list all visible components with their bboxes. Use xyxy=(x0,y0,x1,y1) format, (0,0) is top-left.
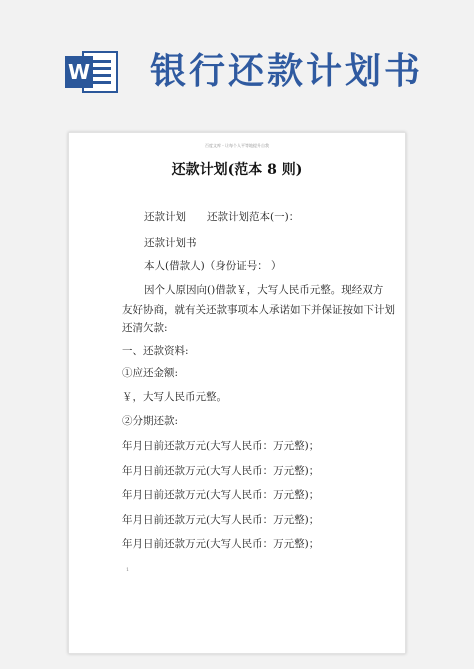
body-line-installment: 年月日前还款万元(大写人民币：万元整)； xyxy=(122,440,320,452)
body-line-installment: 年月日前还款万元(大写人民币：万元整)； xyxy=(122,514,320,526)
document-title: 还款计划(范本 8 则) xyxy=(171,162,303,178)
banner-title: 银行还款计划书 xyxy=(150,51,424,92)
word-document-icon xyxy=(63,48,121,96)
body-line-borrower: 本人(借款人)（身份证号： ） xyxy=(144,260,282,272)
body-line-installment: 年月日前还款万元(大写人民币：万元整)； xyxy=(122,538,320,550)
body-line-paragraph-1: 因个人原因向()借款￥，大写人民币元整。现经双方 xyxy=(144,284,384,296)
banner xyxy=(0,0,474,130)
body-line-installments-label: ②分期还款: xyxy=(122,415,179,427)
page-number: 1 xyxy=(126,567,130,573)
body-line-paragraph-3: 还清欠款: xyxy=(122,322,168,334)
body-line-heading: 还款计划 还款计划范本(一)： xyxy=(144,211,300,223)
document-page xyxy=(68,132,406,654)
body-line-installment: 年月日前还款万元(大写人民币：万元整)； xyxy=(122,489,320,501)
body-line-plan-title: 还款计划书 xyxy=(144,237,197,249)
body-line-amount-value: ￥，大写人民币元整。 xyxy=(122,391,227,403)
body-line-section-1: 一、还款资料: xyxy=(122,345,189,357)
header-note: 百度文库 - 让每个人平等地提升自我 xyxy=(205,143,269,148)
body-line-installment: 年月日前还款万元(大写人民币：万元整)； xyxy=(122,465,320,477)
body-line-amount-label: ①应还金额: xyxy=(122,367,179,379)
body-line-paragraph-2: 友好协商，就有关还款事项本人承诺如下并保证按如下计划 xyxy=(122,304,395,316)
word-icon-letter: W xyxy=(67,60,91,84)
